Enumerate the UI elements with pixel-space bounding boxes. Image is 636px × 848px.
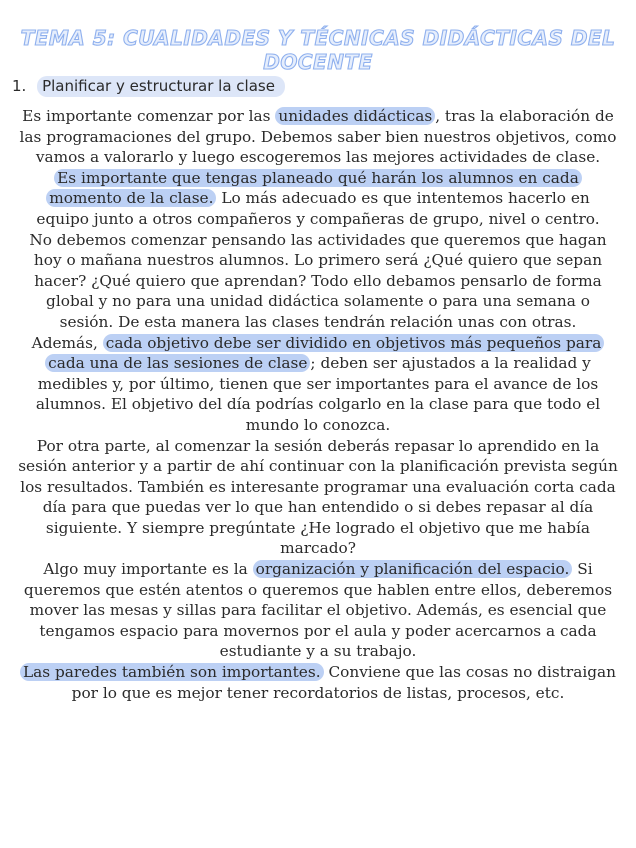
highlighted-text: unidades didácticas [275, 107, 435, 125]
paragraph-text: ; deben ser ajustados a la realidad y medibles y, por último, tienen que ser importantes para el avance de los alumnos. El objetivo del día podrías colgarlo en la clase para que todo el mundo lo conozca. [35, 354, 601, 434]
highlighted-text: cada objetivo debe ser dividido en objetivos más pequeños para cada una de las sesiones de clase [45, 334, 604, 373]
highlighted-text: organización y planificación del espacio. [253, 560, 573, 578]
page-title: TEMA 5: CUALIDADES Y TÉCNICAS DIDÁCTICAS DEL DOCENTE [20, 26, 616, 74]
paragraph-text: Conviene que las cosas no distraigan por lo que es mejor tener recordatorios de listas, procesos, etc. [71, 663, 616, 702]
paragraph-text: , tras la elaboración de las programaciones del grupo. Debemos saber bien nuestros objetivos, como vamos a valorarlo y luego escogeremos las mejores actividades de clase. [19, 107, 617, 167]
paragraph-text: No debemos comenzar pensando las actividades que queremos que hagan hoy o mañana nuestros alumnos. Lo primero será ¿Qué quiero que sepan hacer? ¿Qué quiero que aprendan? Todo ello debamos pensarlo de forma global y no para una unidad didáctica solamente o para una semana o sesión. De esta manera las clases tendrán relación unas con otras. [29, 230, 607, 331]
paragraph-text: Algo muy importante es la [43, 560, 253, 579]
paragraph-6 [18, 559, 618, 662]
paragraph-text: Además, [31, 333, 103, 352]
paragraph-1 [18, 106, 618, 168]
paragraph-2 [18, 168, 618, 230]
paragraph-text: Es importante comenzar por las [22, 107, 276, 125]
paragraph-text: Si queremos que estén atentos o queremos que hablen entre ellos, deberemos mover las mesas y sillas para facilitar el objetivo. Además, es esencial que tengamos espacio para movernos por el aula y poder acercarnos a cada estudiante y a su trabajo. [23, 560, 613, 661]
paragraph-text: Lo más adecuado es que intentemos hacerlo en equipo junto a otros compañeros y compañeras de grupo, nivel o centro. [36, 189, 600, 228]
section-number: 1. [12, 77, 27, 95]
highlighted-text: Es importante que tengas planeado qué harán los alumnos en cada momento de la clase. [46, 169, 582, 208]
section-heading [12, 77, 285, 95]
paragraph-3 [18, 230, 618, 333]
highlighted-text: Las paredes también son importantes. [20, 663, 324, 681]
body-text [18, 106, 618, 703]
paragraph-7 [18, 662, 618, 703]
section-heading-text: Planificar y estructurar la clase [37, 76, 285, 97]
paragraph-4 [18, 333, 618, 436]
paragraph-text: Por otra parte, al comenzar la sesión deberás repasar lo aprendido en la sesión anterior y a partir de ahí continuar con la planificación prevista según los resultados. También es interesante programar una evaluación corta cada día para que puedas ver lo que han entendido o si debes repasar al día siguiente. Y siempre pregúntate ¿He logrado el objetivo que me había marcado? [18, 436, 618, 558]
paragraph-5 [18, 436, 618, 560]
